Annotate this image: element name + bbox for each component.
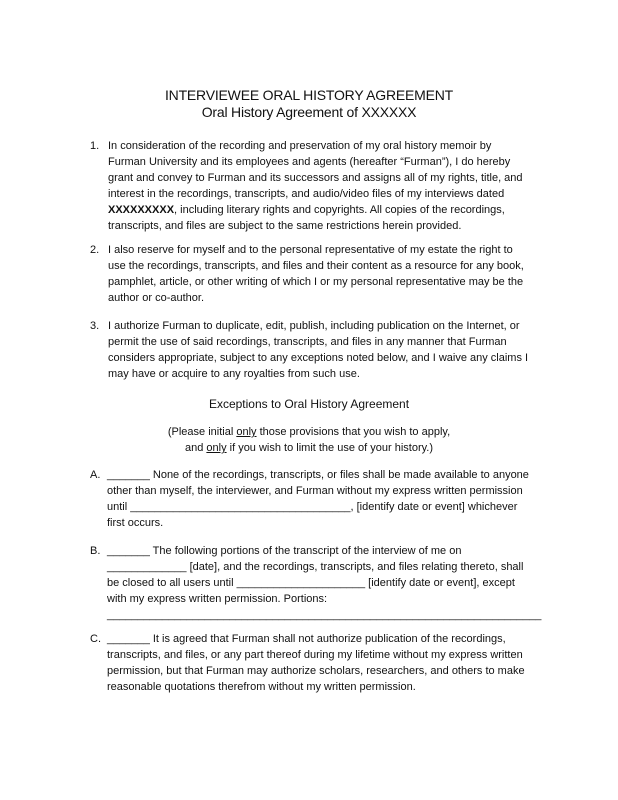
exception-letter: A. bbox=[90, 469, 101, 481]
exception-letter: B. bbox=[90, 545, 101, 557]
document-title: INTERVIEWEE ORAL HISTORY AGREEMENT bbox=[164, 87, 454, 103]
item-text: I authorize Furman to duplicate, edit, publish, including publication on the Internet, or permit the use of said recordings, transcripts, and files in any manner that Furman considers appropriate, subject to any exceptions noted below, and I waive any claims I may have or acquire to any royalties from such use. bbox=[108, 320, 529, 380]
item-number: 1. bbox=[90, 140, 100, 152]
item-text: In consideration of the recording and preservation of my oral history memoir by Furman University and its employees and agents (hereafter “Furman”), I do hereby grant and convey to Furman and its successors and assigns all of my rights, title, and interest in the recordings, transcripts, and audio/video files of my interviews dated XXXXXXXXX, including literary rights and copyrights. All copies of the recordings, transcripts, and files are subject to the same restrictions herein provided. bbox=[108, 140, 523, 232]
agreement-item-2 bbox=[90, 242, 530, 306]
exception-text: _______ It is agreed that Furman shall not authorize publication of the recordings, transcripts, and files, or any part thereof during my lifetime without my express written permission, but that Furman may authorize scholars, researchers, and others to make reasonable quotations therefrom without my written permission. bbox=[107, 633, 525, 693]
interview-date-placeholder: XXXXXXXXX bbox=[108, 204, 175, 216]
exception-text: _______ None of the recordings, transcripts, or files shall be made available to anyone other than myself, the interviewer, and Furman without my express written permission until ____________________________________, [identify date or event] whichever first occurs. bbox=[107, 469, 529, 529]
exceptions-heading: Exceptions to Oral History Agreement bbox=[208, 397, 410, 411]
item-number: 3. bbox=[90, 320, 100, 332]
exceptions-instructions: (Please initial only those provisions that you wish to apply, and only if you wish to limit the use of your history.) bbox=[167, 426, 451, 454]
item-number: 2. bbox=[90, 244, 100, 256]
exception-c bbox=[90, 631, 530, 695]
title-block bbox=[0, 87, 618, 121]
exception-b bbox=[90, 543, 542, 623]
exception-text: _______ The following portions of the transcript of the interview of me on _____________ [date], and the recordings, transcripts, and files relating thereto, shall be closed to all users until _____________________ [identify date or event], except with my express written permission. Portions: _______________________________________________________________________ bbox=[107, 545, 542, 621]
item-text: I also reserve for myself and to the personal representative of my estate the right to use the recordings, transcripts, and files and their content as a resource for any book, pamphlet, article, or other writing of which I or my personal representative may be the author or co-author. bbox=[108, 244, 524, 304]
agreement-item-1 bbox=[90, 138, 530, 234]
document-subtitle: Oral History Agreement of XXXXXX bbox=[201, 104, 417, 120]
agreement-item-3 bbox=[90, 318, 530, 382]
exception-letter: C. bbox=[90, 633, 101, 645]
exception-a bbox=[90, 467, 530, 531]
